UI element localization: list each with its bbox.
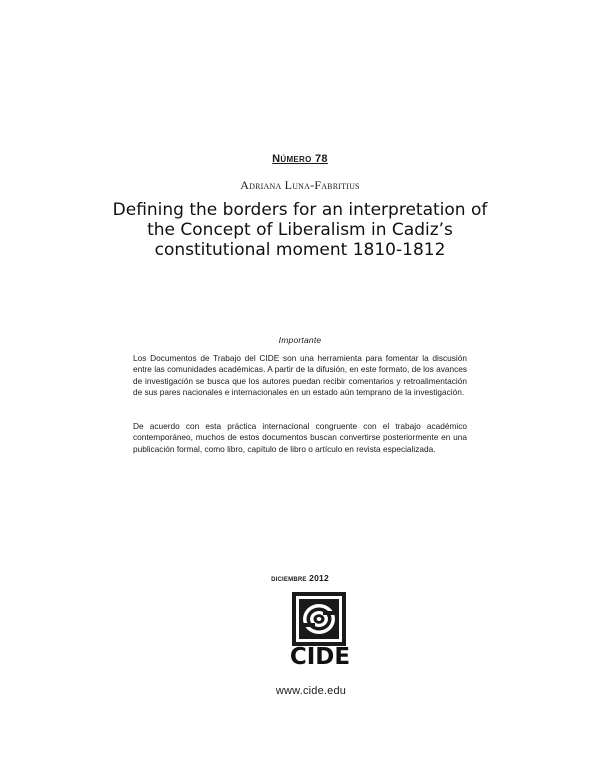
website-url[interactable]: www.cide.edu <box>275 685 347 697</box>
notice-paragraph-1: Los Documentos de Trabajo del CIDE son una herramienta para fomentar la discusión entre las comunidades académicas. A partir de la difusión, en este formato, de los avances de investigación se busca que los autores puedan recibir comentarios y retroalimentación de sus pares nacionales e internacionales en un estado aún temprano de la investigación. <box>133 353 467 397</box>
series-number <box>0 153 600 165</box>
publication-year: 2012 <box>309 573 329 583</box>
publication-date <box>0 573 600 583</box>
series-number-label: Número 78 <box>272 153 328 165</box>
author-name: Adriana Luna-Fabritius <box>240 178 360 192</box>
publication-month: diciembre <box>271 573 307 583</box>
notice-paragraph-2: De acuerdo con esta práctica internacional congruente con el trabajo académico contemporáneo, muchos de estos documentos buscan convertirse posteriormente en una publicación formal, como libro, capítulo de libro o artículo en revista especializada. <box>133 421 467 454</box>
cide-spiral-logo-icon <box>292 592 346 646</box>
important-label: Importante <box>278 335 322 345</box>
document-title: Defining the borders for an interpretation of the Concept of Liberalism in Cadiz’s constitutional moment 1810-1812 <box>112 200 488 260</box>
cide-logo-text: CIDE <box>289 644 351 670</box>
